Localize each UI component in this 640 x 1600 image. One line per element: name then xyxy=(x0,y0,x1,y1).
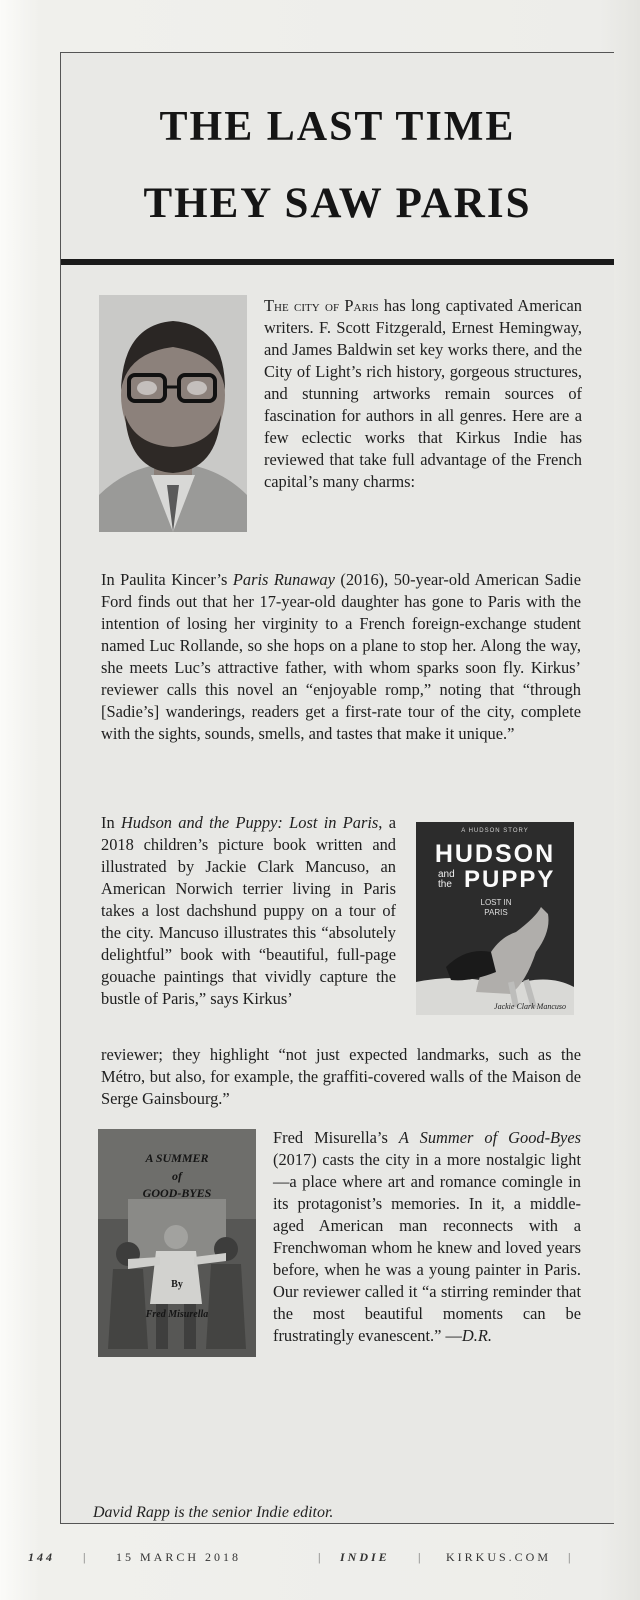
book-cover-summer xyxy=(98,1129,256,1357)
cover-summer-by: By xyxy=(171,1279,183,1290)
article-title-line-2: THEY SAW PARIS xyxy=(143,180,532,227)
cover-sub-2: PARIS xyxy=(484,908,508,917)
cover-summer-title-3: GOOD-BYES xyxy=(142,1186,212,1200)
page-footer xyxy=(28,1550,588,1570)
intro-lead-in: The city of Paris xyxy=(264,296,379,315)
cover-hudson-puppy: PUPPY xyxy=(464,866,556,893)
footer-separator-4: | xyxy=(568,1550,574,1564)
footer-section: INDIE xyxy=(340,1550,390,1564)
author-photo xyxy=(99,295,247,532)
intro-paragraph xyxy=(264,295,582,493)
footer-separator-3: | xyxy=(418,1550,424,1564)
review-3-pre: Fred Misurella’s xyxy=(273,1128,399,1147)
review-3-post: (2017) casts the city in a more nostalgic light—a place where art and romance comingle in its protagonist’s memories. In it, a middle-aged American man reconnects with a Frenchwoman whom he knew and loved years before, when he was a young painter in Paris. Our reviewer called it “a stirring reminder that the most beautiful moments can be frustratingly evanescent.” — xyxy=(273,1150,581,1345)
cover-summer-title-1: A SUMMER xyxy=(145,1151,209,1165)
cover-hudson-title: HUDSON xyxy=(434,840,556,868)
footer-site: KIRKUS.COM xyxy=(446,1550,552,1564)
cover-hudson-series: A HUDSON STORY xyxy=(461,828,529,834)
author-initials: D.R. xyxy=(461,1326,492,1345)
author-photo-illustration xyxy=(99,295,247,532)
footer-separator-1: | xyxy=(83,1550,89,1564)
cover-summer-author: Fred Misurella xyxy=(145,1309,209,1320)
book-cover-hudson xyxy=(416,822,574,1015)
intro-text: has long captivated American writers. F. Scott Fitzgerald, Ernest Hemingway, and James Baldwin set key works there, and the City of Light’s rich history, gorgeous structures, and stunning artworks remain sources of fascination for authors in all genres. Here are a few eclectic works that Kirkus Indie has reviewed that take full advantage of the French capital’s many charms: xyxy=(264,296,582,491)
review-paris-runaway xyxy=(101,569,581,745)
review-summer xyxy=(273,1127,581,1347)
cover-hudson-subtitle xyxy=(466,898,526,918)
footer-page-number: 144 xyxy=(28,1550,55,1564)
review-1-pre: In Paulita Kincer’s xyxy=(101,570,233,589)
cover-hudson-author: Jackie Clark Mancuso xyxy=(494,1002,566,1011)
book-title-hudson: Hudson and the Puppy: Lost in Paris xyxy=(120,813,379,832)
editor-note: David Rapp is the senior Indie editor. xyxy=(93,1504,334,1521)
cover-sub-1: LOST IN xyxy=(480,898,512,907)
cover-and-word: and xyxy=(438,869,455,880)
article-body xyxy=(61,267,614,1521)
cover-the-word: the xyxy=(438,879,452,890)
footer-separator-2: | xyxy=(318,1550,324,1564)
cover-hudson-and xyxy=(438,870,455,890)
review-2-post: , a 2018 children’s picture book written and illustrated by Jackie Clark Mancuso, an American Norwich terrier living in Paris takes a lost dachshund puppy on a tour of the city. Mancuso illustrates this “absolutely delightful” book with “beautiful, full-page gouache paintings that vividly capture the bustle of Paris,” says Kirkus’ xyxy=(101,813,396,1008)
article-box xyxy=(60,52,614,1524)
book-title-summer: A Summer of Good-Byes xyxy=(398,1128,581,1147)
review-1-post: (2016), 50-year-old American Sadie Ford finds out that her 17-year-old daughter has gone to Paris with the intention of losing her virginity to a French foreign-exchange student named Luc Rollande, so she hops on a plane to stop her. Along the way, she meets Luc’s attractive father, with whom sparks soon fly. Kirkus’ reviewer calls this novel an “enjoyable romp,” noting that “through [Sadie’s] wanderings, readers get a first-rate tour of the city, complete with the sights, sounds, smells, and tastes that make it unique.” xyxy=(101,570,581,743)
cover-summer-title-2: of xyxy=(172,1169,182,1183)
review-2-pre: In xyxy=(101,813,121,832)
article-header xyxy=(61,53,614,265)
review-hudson xyxy=(101,812,396,1010)
footer-date: 15 MARCH 2018 xyxy=(116,1550,242,1564)
book-title-paris-runaway: Paris Runaway xyxy=(232,570,335,589)
review-hudson-continued: reviewer; they highlight “not just expected landmarks, such as the Métro, but also, for example, the graffiti-covered walls of the Maison de Serge Gainsbourg.” xyxy=(101,1045,581,1108)
article-title-line-1: THE LAST TIME xyxy=(159,104,516,150)
